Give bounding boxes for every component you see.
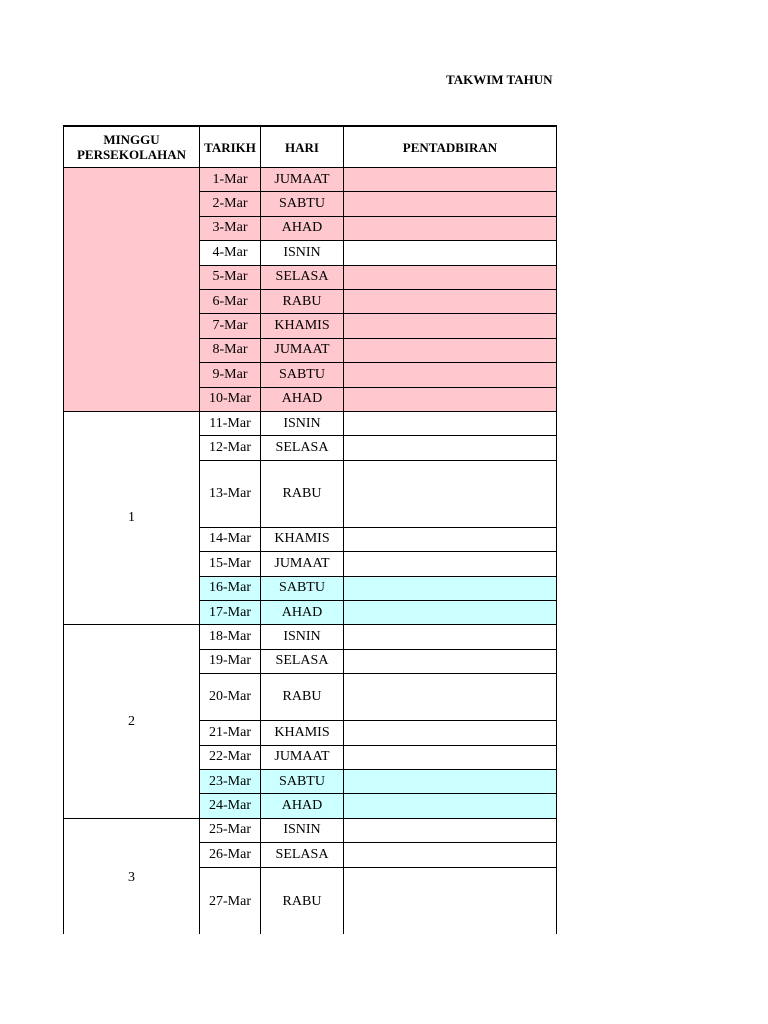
hari-cell: SABTU <box>260 770 343 794</box>
hari-cell: AHAD <box>260 388 343 412</box>
hari-cell: SABTU <box>260 363 343 387</box>
hari-cell: RABU <box>260 868 343 934</box>
hari-cell: ISNIN <box>260 412 343 436</box>
tarikh-cell: 23-Mar <box>199 770 260 794</box>
hari-cell: SELASA <box>260 436 343 460</box>
hari-cell: JUMAAT <box>260 339 343 363</box>
pentadbiran-cell <box>343 746 557 770</box>
tarikh-cell: 27-Mar <box>199 868 260 934</box>
pentadbiran-cell <box>343 412 557 436</box>
pentadbiran-cell <box>343 868 557 934</box>
hari-cell: KHAMIS <box>260 721 343 745</box>
pentadbiran-cell <box>343 436 557 460</box>
pentadbiran-cell <box>343 217 557 241</box>
tarikh-cell: 7-Mar <box>199 314 260 338</box>
pentadbiran-cell <box>343 192 557 216</box>
hari-cell: ISNIN <box>260 625 343 649</box>
pentadbiran-cell <box>343 843 557 867</box>
hari-cell: AHAD <box>260 601 343 625</box>
tarikh-cell: 12-Mar <box>199 436 260 460</box>
tarikh-cell: 6-Mar <box>199 290 260 314</box>
tarikh-cell: 3-Mar <box>199 217 260 241</box>
tarikh-cell: 16-Mar <box>199 577 260 601</box>
calendar-table <box>63 125 557 934</box>
week-cell: 2 <box>63 625 199 818</box>
tarikh-cell: 14-Mar <box>199 528 260 552</box>
tarikh-cell: 17-Mar <box>199 601 260 625</box>
pentadbiran-cell <box>343 650 557 674</box>
tarikh-cell: 18-Mar <box>199 625 260 649</box>
pentadbiran-cell <box>343 388 557 412</box>
tarikh-cell: 25-Mar <box>199 819 260 843</box>
week-cell: 1 <box>63 412 199 625</box>
header-tarikh: TARIKH <box>199 125 260 168</box>
week-cell <box>63 168 199 412</box>
tarikh-cell: 15-Mar <box>199 552 260 576</box>
tarikh-cell: 10-Mar <box>199 388 260 412</box>
hari-cell: RABU <box>260 461 343 528</box>
hari-cell: KHAMIS <box>260 314 343 338</box>
pentadbiran-cell <box>343 363 557 387</box>
pentadbiran-cell <box>343 794 557 818</box>
hari-cell: RABU <box>260 290 343 314</box>
hari-cell: ISNIN <box>260 241 343 265</box>
hari-cell: SELASA <box>260 843 343 867</box>
pentadbiran-cell <box>343 339 557 363</box>
hari-cell: ISNIN <box>260 819 343 843</box>
header-minggu-persekolahan: MINGGU PERSEKOLAHAN <box>63 125 199 168</box>
tarikh-cell: 2-Mar <box>199 192 260 216</box>
pentadbiran-cell <box>343 314 557 338</box>
hari-cell: SELASA <box>260 650 343 674</box>
pentadbiran-cell <box>343 819 557 843</box>
hari-cell: SELASA <box>260 266 343 290</box>
hari-cell: AHAD <box>260 217 343 241</box>
hari-cell: AHAD <box>260 794 343 818</box>
hari-cell: RABU <box>260 674 343 721</box>
tarikh-cell: 9-Mar <box>199 363 260 387</box>
tarikh-cell: 11-Mar <box>199 412 260 436</box>
hari-cell: SABTU <box>260 577 343 601</box>
header-hari: HARI <box>260 125 343 168</box>
pentadbiran-cell <box>343 168 557 192</box>
tarikh-cell: 24-Mar <box>199 794 260 818</box>
pentadbiran-cell <box>343 241 557 265</box>
pentadbiran-cell <box>343 674 557 721</box>
pentadbiran-cell <box>343 528 557 552</box>
page-title: TAKWIM TAHUN <box>446 72 553 87</box>
hari-cell: KHAMIS <box>260 528 343 552</box>
tarikh-cell: 22-Mar <box>199 746 260 770</box>
header-pentadbiran: PENTADBIRAN <box>343 125 557 168</box>
tarikh-cell: 4-Mar <box>199 241 260 265</box>
tarikh-cell: 13-Mar <box>199 461 260 528</box>
tarikh-cell: 26-Mar <box>199 843 260 867</box>
tarikh-cell: 21-Mar <box>199 721 260 745</box>
hari-cell: SABTU <box>260 192 343 216</box>
tarikh-cell: 1-Mar <box>199 168 260 192</box>
tarikh-cell: 20-Mar <box>199 674 260 721</box>
hari-cell: JUMAAT <box>260 746 343 770</box>
tarikh-cell: 5-Mar <box>199 266 260 290</box>
pentadbiran-cell <box>343 290 557 314</box>
pentadbiran-cell <box>343 625 557 649</box>
pentadbiran-cell <box>343 601 557 625</box>
pentadbiran-cell <box>343 770 557 794</box>
pentadbiran-cell <box>343 266 557 290</box>
pentadbiran-cell <box>343 552 557 576</box>
hari-cell: JUMAAT <box>260 168 343 192</box>
pentadbiran-cell <box>343 721 557 745</box>
hari-cell: JUMAAT <box>260 552 343 576</box>
tarikh-cell: 8-Mar <box>199 339 260 363</box>
pentadbiran-cell <box>343 461 557 528</box>
week-cell: 3 <box>63 819 199 934</box>
pentadbiran-cell <box>343 577 557 601</box>
tarikh-cell: 19-Mar <box>199 650 260 674</box>
